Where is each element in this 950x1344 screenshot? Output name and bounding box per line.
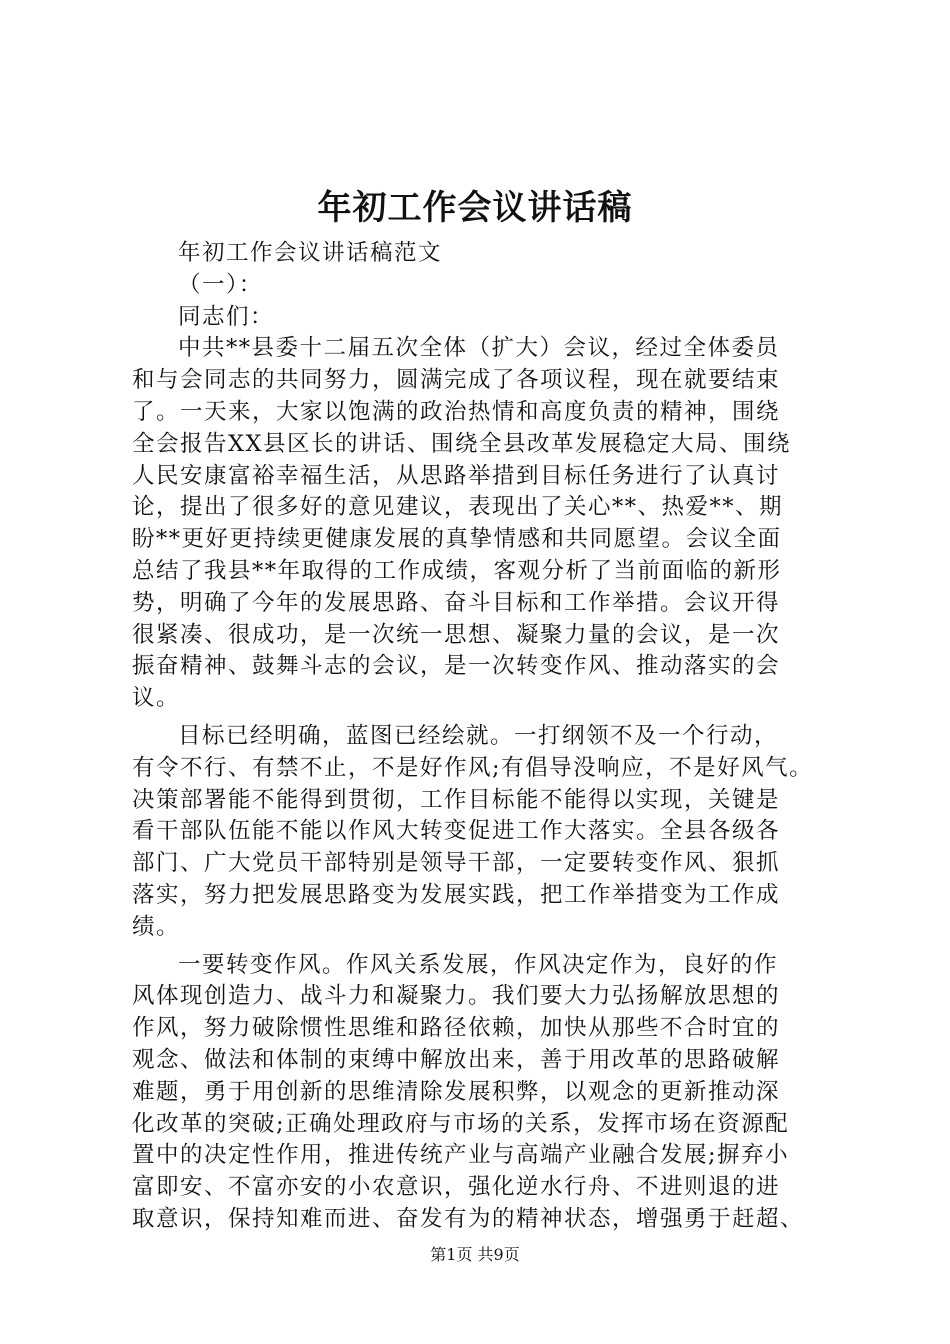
text-line: 人民安康富裕幸福生活，从思路举措到目标任务进行了认真讨 [132, 462, 781, 489]
text-line: 化改革的突破;正确处理政府与市场的关系，发挥市场在资源配 [132, 1110, 790, 1137]
text-line: 势，明确了今年的发展思路、奋斗目标和工作举措。会议开得 [132, 589, 781, 616]
document-title: 年初工作会议讲话稿 [317, 188, 633, 228]
text-line: 很紧凑、很成功，是一次统一思想、凝聚力量的会议，是一次 [132, 621, 781, 648]
text-line: 难题，勇于用创新的思维清除发展积弊，以观念的更新推动深 [132, 1078, 781, 1105]
text-line: 论，提出了很多好的意见建议，表现出了关心**、热爱**、期 [132, 494, 784, 521]
text-line: 全会报告XX县区长的讲话、围绕全县改革发展稳定大局、围绕 [132, 430, 792, 457]
text-line: 富即安、不富亦安的小农意识，强化逆水行舟、不进则退的进 [132, 1174, 781, 1201]
text-line: 振奋精神、鼓舞斗志的会议，是一次转变作风、推动落实的会 [132, 653, 781, 680]
text-line: （一）： [178, 271, 263, 298]
text-line: 决策部署能不能得到贯彻，工作目标能不能得以实现，关键是 [132, 786, 781, 813]
text-line: 落实，努力把发展思路变为发展实践，把工作举措变为工作成 [132, 881, 781, 908]
text-line: 部门、广大党员干部特别是领导干部，一定要转变作风、狠抓 [132, 850, 781, 877]
text-line: 目标已经明确，蓝图已经绘就。一打纲领不及一个行动， [178, 722, 779, 749]
text-line: 置中的决定性作用，推进传统产业与高端产业融合发展;摒弃小 [132, 1142, 790, 1169]
text-line: 绩。 [132, 913, 181, 940]
text-line: 同志们： [178, 303, 275, 330]
document-body [132, 238, 832, 1236]
text-line: 了。一天来，大家以饱满的政治热情和高度负责的精神，围绕 [132, 398, 781, 425]
text-line: 有令不行、有禁不止，不是好作风;有倡导没响应，不是好风气。 [132, 754, 814, 781]
text-line: 总结了我县**年取得的工作成绩，客观分析了当前面临的新形 [132, 557, 782, 584]
text-line: 风体现创造力、战斗力和凝聚力。我们要大力弘扬解放思想的 [132, 983, 781, 1010]
text-line: 盼**更好更持续更健康发展的真挚情感和共同愿望。会议全面 [132, 526, 782, 553]
text-line: 一要转变作风。作风关系发展，作风决定作为，良好的作 [178, 951, 779, 978]
text-line: 取意识，保持知难而进、奋发有为的精神状态，增强勇于赶超、 [132, 1205, 805, 1232]
text-line: 和与会同志的共同努力，圆满完成了各项议程，现在就要结束 [132, 367, 781, 394]
text-line: 中共**县委十二届五次全体（扩大）会议，经过全体委员 [178, 335, 780, 362]
text-line: 观念、做法和体制的束缚中解放出来，善于用改革的思路破解 [132, 1046, 781, 1073]
text-line: 年初工作会议讲话稿范文 [178, 240, 443, 266]
text-line: 作风，努力破除惯性思维和路径依赖，加快从那些不合时宜的 [132, 1015, 781, 1042]
text-line: 看干部队伍能不能以作风大转变促进工作大落实。全县各级各 [132, 818, 781, 845]
page-footer: 第1页 共9页 [430, 1245, 520, 1264]
text-line: 议。 [132, 685, 181, 712]
